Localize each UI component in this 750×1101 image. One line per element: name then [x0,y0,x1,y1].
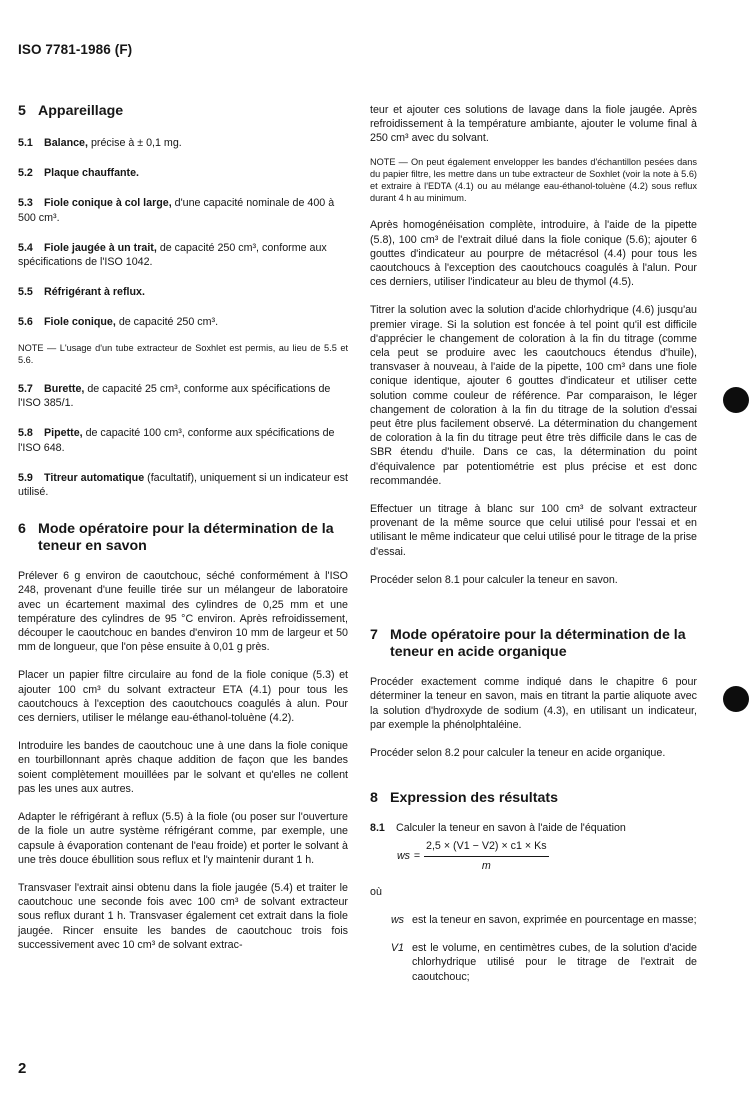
section-5-heading [18,103,348,120]
section-title: Expression des résultats [390,790,558,807]
paragraph: Adapter le réfrigérant à reflux (5.5) à la fiole (ou poser sur l'ouverture de la fiole un autre système réfrigérant comme, par exemple, une capsule à évaporation contenant de l'eau froide) et porter le solvant à une très douce ébullition sous reflux et l'y maintenir durant 1 h. [18,811,348,866]
note-soxhlet-alt: NOTE — On peut également envelopper les bandes d'échantillon pesées dans du papier filtre, les mettre dans un tube extracteur de Soxhlet (voir la note à 5.6) et extraire à l'EDTA (4.1) ou au mélange eau-éthanol-toluène (4.2) sous reflux durant 4 h au minimum. [370,156,697,204]
paragraph: Transvaser l'extrait ainsi obtenu dans la fiole jaugée (5.4) et traiter le caoutchouc une seconde fois avec 100 cm³ de solvant extracteur sous reflux durant 1 h. Transvaser également cet extrait dans la fiole jaugée. Rincer ensuite les bandes de caoutchouc trois fois successivement avec 10 cm³ de solvant extrac- [18,881,348,951]
section-number: 8 [370,790,378,807]
paragraph: Après homogénéisation complète, introduire, à l'aide de la pipette (5.8), 100 cm³ de l'extrait dilué dans la fiole conique (5.6); ajouter 6 gouttes d'indicateur au pourpre de métacrésol (4.4) pour tous les caoutchoucs à l'exception des caoutchoucs coagulés à l'alun. Pour ces derniers, utiliser l'indicateur au bleu de thymol (4.5). [370,219,697,289]
clause-8-1: 8.1 Calculer la teneur en savon à l'aide de l'équation [370,822,626,835]
definition-symbol: V1 [390,942,404,955]
paragraph: Procéder selon 8.2 pour calculer la teneur en acide organique. [370,746,666,759]
definition-text: est la teneur en savon, exprimée en pourcentage en masse; [412,913,697,926]
punch-hole-marker [723,686,749,712]
definition-item [370,913,697,927]
section-8-heading [370,790,697,807]
clause-5-9: 5.9 Titreur automatique (facultatif), uniquement si un indicateur est utilisé. [18,471,348,499]
clause-5-7: 5.7 Burette, de capacité 25 cm³, conforme aux spécifications de l'ISO 385/1. [18,383,331,410]
right-column [370,103,697,984]
definition-item [370,941,697,984]
punch-hole-marker [723,387,749,413]
section-number: 7 [370,627,378,644]
equation-fraction [424,839,549,872]
paragraph: Titrer la solution avec la solution d'acide chlorhydrique (4.6) jusqu'au premier virage. Si la solution est foncée à tel point qu'il est difficile d'apprécier le changement de coloration à la fin du titrage (comme cela peut se produire avec les caoutchoucs étendus d'huile), transvaser à nouveau, à l'aide de la pipette, 100 cm³ dans une fiole conique identique, ajouter 6 gouttes d'indicateur et utiliser cette solution comme couleur de référence. Par comparaison, le léger changement de coloration à la fin du titrage de la solution d'essai peut être plus facilement observé. La détermination du changement de coloration à la fin du titrage peut être très difficile dans le cas de SBR étendu d'huile. Dans ce cas, la détermination du point d'équivalence par potentiométrie est plus précise et est donc recommandée. [370,304,697,487]
left-column [18,103,348,952]
paragraph: Placer un papier filtre circulaire au fond de la fiole conique (5.3) et ajouter 100 cm³ du solvant extracteur ETA (4.1) pour tous les caoutchoucs à l'exception des caoutchoucs coagulés à alun. Pour ces derniers, utiliser le mélange eau-éthanol-toluène (4.2). [18,669,348,725]
clause-5-6: 5.6 Fiole conique, de capacité 250 cm³. [18,316,219,329]
equation-numerator: 2,5 × (V1 − V2) × c1 × Ks [424,839,549,856]
section-6-heading [18,521,348,555]
clause-5-2: 5.2 Plaque chauffante. [18,167,140,180]
paragraph: teur et ajouter ces solutions de lavage dans la fiole jaugée. Après refroidissement à la température ambiante, ajouter le volume final à 250 cm³ avec du solvant. [370,104,697,145]
section-number: 5 [18,103,26,119]
soap-content-equation: ws = $\frac{2,5 \times (V1 - V2) \times c1 \times Ks}{m}$ [370,839,697,872]
where-label: où [370,885,382,898]
paragraph: Procéder selon 8.1 pour calculer la teneur en savon. [370,573,618,586]
section-7-heading [370,627,697,661]
clause-5-5: 5.5 Réfrigérant à reflux. [18,286,145,299]
equation-lhs: ws [396,849,410,862]
clause-5-4: 5.4 Fiole jaugée à un trait, de capacité 250 cm³, conforme aux spécifications de l'ISO 1042. [18,241,327,269]
section-number: 6 [18,521,26,538]
definition-symbol: ws [390,913,404,926]
equation-denominator: m [481,859,491,872]
section-title: Appareillage [38,103,124,119]
section-title: Mode opératoire pour la détermination de la teneur en acide organique [390,627,686,661]
clause-5-1: 5.1 Balance, précise à ± 0,1 mg. [18,137,182,149]
definition-list [370,913,697,984]
paragraph: Procéder exactement comme indiqué dans le chapitre 6 pour déterminer la teneur en savon, mais en titrant la partie aliquote avec la solution d'hydroxyde de sodium (4.3), en utilisant un indicateur, par exemple la phénolphtaléine. [370,676,697,731]
note-soxhlet: NOTE — L'usage d'un tube extracteur de Soxhlet est permis, au lieu de 5.5 et 5.6. [18,342,348,365]
page-header: ISO 7781-1986 (F) [18,42,133,57]
paragraph: Prélever 6 g environ de caoutchouc, séché conformément à l'ISO 248, provenant d'une feuille tirée sur un mélangeur de laboratoire avec un écartement maximal des cylindres de 0,25 mm et une température des cylindres de 95 °C environ. Après refroidissement, découper le caoutchouc en bandes d'environ 10 mm de largeur et 50 mm de longueur, que l'on pèse ensuite à 0,01 g près. [18,570,348,654]
definition-text: est le volume, en centimètres cubes, de la solution d'acide chlorhydrique utilisé pour le titrage de l'extrait de caoutchouc; [412,942,697,983]
clause-5-3: 5.3 Fiole conique à col large, d'une capacité nominale de 400 à 500 cm³. [18,197,335,224]
page-number: 2 [18,1060,27,1077]
clause-5-8: 5.8 Pipette, de capacité 100 cm³, conforme aux spécifications de l'ISO 648. [18,427,335,454]
paragraph: Introduire les bandes de caoutchouc une à une dans la fiole conique en tourbillonnant après chaque addition de façon que les bandes soient complètement mouillées par le solvant et qu'elles ne collent pas les unes aux autres. [18,740,348,795]
paragraph: Effectuer un titrage à blanc sur 100 cm³ de solvant extracteur provenant de la même source que celui utilisé pour l'essai et en utilisant le même indicateur que celui utilisé pour le titrage de la prise d'essai. [370,503,697,558]
section-title: Mode opératoire pour la détermination de la teneur en savon [38,521,334,555]
